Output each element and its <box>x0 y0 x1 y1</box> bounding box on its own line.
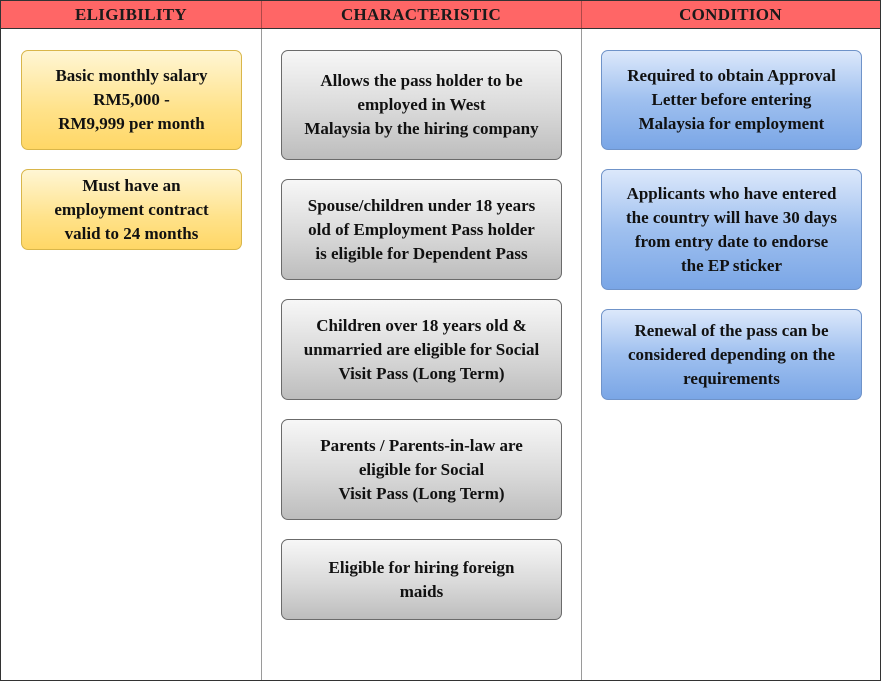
header-condition: CONDITION <box>679 5 782 24</box>
condition-text: Required to obtain Approval Letter before entering Malaysia for employment <box>627 66 836 133</box>
characteristic-box-dependent-pass <box>281 179 562 280</box>
eligibility-text: Basic monthly salary RM5,000 - RM9,999 per month <box>55 66 208 133</box>
eligibility-box-contract <box>21 169 242 250</box>
header-row <box>1 1 880 29</box>
characteristic-text: Spouse/children under 18 years old of Employment Pass holder is eligible for Dependent Pass <box>307 195 536 263</box>
characteristic-text: Allows the pass holder to be employed in West Malaysia by the hiring company <box>304 71 539 138</box>
characteristic-box-parents-visit-pass <box>281 419 562 520</box>
condition-box-ep-sticker <box>601 169 862 290</box>
header-characteristic: CHARACTERISTIC <box>340 5 502 24</box>
characteristic-box-foreign-maids <box>281 539 562 620</box>
characteristic-text: Parents / Parents-in-law are eligible for Social Visit Pass (Long Term) <box>320 435 523 503</box>
condition-box-renewal <box>601 309 862 400</box>
header-eligibility: ELIGIBILITY <box>75 5 187 24</box>
eligibility-text: Must have an employment contract valid to 24 months <box>54 175 209 243</box>
condition-text: Applicants who have entered the country will have 30 days from entry date to endorse the EP sticker <box>625 183 838 275</box>
column-divider <box>581 29 582 680</box>
column-divider <box>261 29 262 680</box>
characteristic-text: Eligible for hiring foreign maids <box>328 557 515 601</box>
condition-box-approval-letter <box>601 50 862 150</box>
characteristic-box-children-visit-pass <box>281 299 562 400</box>
eligibility-box-salary <box>21 50 242 150</box>
characteristic-box-employment <box>281 50 562 160</box>
condition-text: Renewal of the pass can be considered depending on the requirements <box>627 320 836 388</box>
characteristic-text: Children over 18 years old & unmarried are eligible for Social Visit Pass (Long Term) <box>303 315 540 383</box>
